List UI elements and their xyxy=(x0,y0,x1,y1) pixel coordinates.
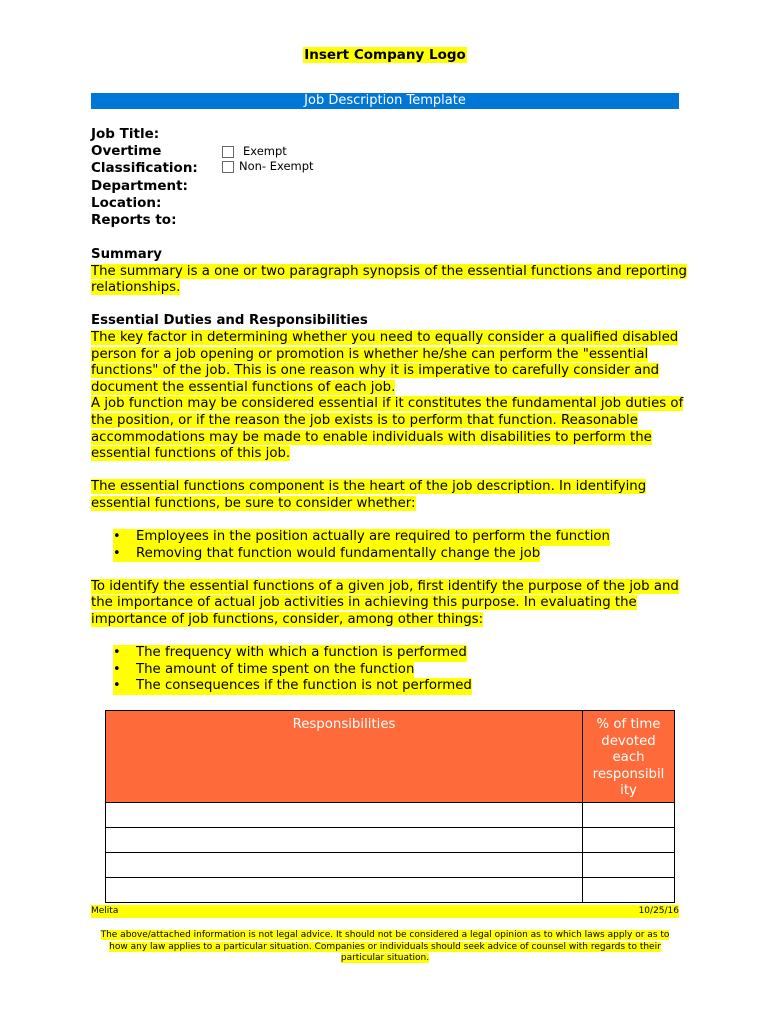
list-item-text: Employees in the position actually are required to perform the function xyxy=(136,529,610,545)
company-logo-placeholder xyxy=(0,46,770,64)
location-label: Location: xyxy=(91,194,162,211)
list-item xyxy=(113,645,691,662)
overtime-label-1: Overtime xyxy=(91,143,162,160)
non-exempt-option[interactable] xyxy=(222,159,314,174)
legal-disclaimer xyxy=(91,930,679,965)
percent-time-header xyxy=(583,711,675,803)
summary-text: The summary is a one or two paragraph synopsis of the essential functions and reporting relationships. xyxy=(91,263,687,296)
document-body xyxy=(91,247,691,695)
bullet-icon: • xyxy=(113,678,136,695)
duties-paragraph-4: To identify the essential functions of a given job, first identify the purpose of the job and the importance of actual job activities in achieving this purpose. In evaluating the importance of job functions, consider, among other things: xyxy=(91,578,679,628)
footer-date: 10/25/16 xyxy=(638,906,679,916)
bullet-list-2 xyxy=(91,645,691,695)
duties-paragraph-2: A job function may be considered essential if it constitutes the fundamental job duties of the position, or if the reason the job exists is to perform that function. Reasonable accommodations may be made to enable individuals with disabilities to perform the essential functions of this job. xyxy=(91,396,684,462)
header-line: responsibil xyxy=(592,766,665,782)
bullet-icon: • xyxy=(113,645,136,662)
job-fields xyxy=(91,126,311,229)
list-item xyxy=(113,546,691,563)
duties-paragraph-1: The key factor in determining whether you need to equally consider a qualified disabled person for a job opening or promotion is whether he/she can perform the "essential functions" of the job. This is one reason why it is imperative to carefully consider and document the essential functions of each job. xyxy=(91,329,679,395)
responsibility-cell[interactable] xyxy=(106,828,583,853)
responsibility-cell[interactable] xyxy=(106,878,583,903)
list-item xyxy=(113,662,691,679)
list-item-text: The frequency with which a function is performed xyxy=(136,645,467,661)
percent-cell[interactable] xyxy=(583,878,675,903)
responsibilities-table xyxy=(105,710,675,903)
exempt-checkbox[interactable] xyxy=(222,146,234,158)
table-header-row xyxy=(106,711,675,803)
footer xyxy=(91,905,679,918)
footer-author: Melita xyxy=(91,906,119,916)
document-title: Job Description Template xyxy=(304,93,466,108)
header-line: each xyxy=(612,750,645,766)
header-line: ity xyxy=(620,783,637,799)
bullet-icon: • xyxy=(113,529,136,546)
table-row xyxy=(106,853,675,878)
duties-heading: Essential Duties and Responsibilities xyxy=(91,313,368,329)
list-item-text: Removing that function would fundamentally change the job xyxy=(136,545,541,561)
list-item xyxy=(113,678,691,695)
non-exempt-checkbox[interactable] xyxy=(222,161,234,173)
percent-cell[interactable] xyxy=(583,803,675,828)
logo-text: Insert Company Logo xyxy=(304,47,466,63)
responsibility-cell[interactable] xyxy=(106,803,583,828)
document-title-bar xyxy=(91,93,679,109)
table-row xyxy=(106,828,675,853)
job-title-label: Job Title: xyxy=(91,126,160,142)
responsibility-cell[interactable] xyxy=(106,853,583,878)
bullet-icon: • xyxy=(113,546,136,563)
classification-options xyxy=(222,144,314,174)
overtime-label-2: Classification: xyxy=(91,160,198,177)
percent-cell[interactable] xyxy=(583,853,675,878)
non-exempt-label: Non- Exempt xyxy=(239,159,314,174)
duties-paragraph-3: The essential functions component is the heart of the job description. In identifying essential functions, be sure to consider whether: xyxy=(91,479,647,511)
header-line: devoted xyxy=(601,733,656,749)
exempt-label: Exempt xyxy=(243,144,287,159)
summary-heading: Summary xyxy=(91,247,162,262)
table-row xyxy=(106,803,675,828)
reports-to-label: Reports to: xyxy=(91,212,177,229)
bullet-list-1 xyxy=(91,529,691,562)
list-item-text: The amount of time spent on the function xyxy=(136,661,415,677)
list-item xyxy=(113,529,691,546)
list-item-text: The consequences if the function is not performed xyxy=(136,678,472,694)
department-label: Department: xyxy=(91,177,188,194)
header-line: % of time xyxy=(596,717,661,732)
table-row xyxy=(106,878,675,903)
responsibilities-header: Responsibilities xyxy=(106,711,583,803)
exempt-option[interactable] xyxy=(222,144,314,159)
percent-cell[interactable] xyxy=(583,828,675,853)
bullet-icon: • xyxy=(113,662,136,679)
disclaimer-text: The above/attached information is not legal advice. It should not be considered a legal opinion as to which laws apply or as to how any law applies to a particular situation. Companies or individuals should seek advice of counsel with regards to their particular situation. xyxy=(100,930,670,963)
